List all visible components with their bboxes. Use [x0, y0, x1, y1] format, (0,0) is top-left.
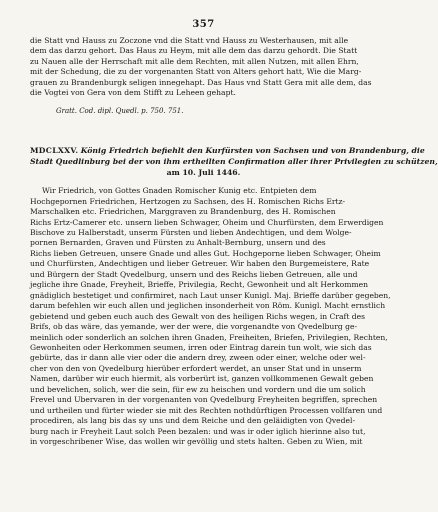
text-line: gebürte, das ir dann alle vier oder die andern drey, zween oder einer, welche oder wel-: [30, 353, 366, 363]
document-number: MDCLXXV.: [30, 146, 79, 156]
heading-summary-line: Stadt Quedlinburg bei der von ihm ertheilten Confirmation aller ihrer Privilegien zu schützen,: [30, 157, 438, 167]
text-line: Richs Ertz-Camerer etc. unsern lieben Schwager, Oheim und Churfürsten, dem Erwerdigen: [30, 217, 384, 227]
text-line: burg nach ir Freyheit Laut solch Peen bezalen: und was ir oder iglich hierinne also tut,: [30, 426, 366, 436]
text-line: die Statt vnd Hauss zu Zoczone vnd die Statt vnd Hauss zu Westerhausen, mit alle: [30, 36, 349, 45]
text-line: jegliche ihre Gnade, Freyheit, Brieffe, Privilegia, Recht, Gewonheit und alt Herkommen: [30, 280, 369, 290]
text-line: procediren, als lang bis das sy uns und dem Reiche und den geläidigten von Qvedel-: [30, 416, 356, 426]
text-line: meinlich oder sonderlich an solchen ihren Gnaden, Freiheiten, Briefen, Privilegien, Rechten,: [30, 332, 388, 342]
document-date: am 10. Juli 1446.: [166, 167, 241, 177]
text-line: und bevelichen, solich, wer die sein, für ew zu heischen und vordern und die um solich: [30, 384, 366, 394]
text-line: Wir Friedrich, von Gottes Gnaden Romischer Kunig etc. Entpieten dem: [42, 186, 317, 196]
text-line: Richs lieben Getreuen, unsere Gnade und alles Gut. Hochgeporne lieben Schwager, Oheim: [30, 248, 381, 258]
text-line: darum befehlen wir euch allen und jeglichen insonderheit von Röm. Kunigl. Macht ernstlich: [30, 301, 386, 311]
text-line: pornen Bernarden, Graven und Fürsten zu Anhalt-Bernburg, unsern und des: [30, 238, 326, 248]
text-line: Brifs, ob das wäre, das yemande, wer der were, die vorgenandte von Qvedelburg ge-: [30, 322, 358, 332]
previous-document-text: [30, 36, 377, 98]
page-number: 357: [192, 19, 215, 30]
text-line: dem das darzu gehort. Das Haus zu Heym, mit alle dem das darzu gehordt. Die Statt: [30, 46, 358, 56]
text-line: Namen, darüber wir euch hiermit, als vorberürt ist, ganzen vollkommenen Gewalt geben: [30, 374, 374, 384]
text-line: mit der Schedung, die zu der vorgenanten Statt von Alters gehort hatt, Wie die Marg-: [30, 67, 362, 77]
heading-summary-line: König Friedrich befiehlt den Kurfürsten von Sachsen und von Brandenburg, die: [80, 146, 425, 156]
text-line: und urtheilen und fürter wieder sie mit des Rechten nothdürftigen Processen vollfaren und: [30, 405, 383, 415]
text-line: Gewonheiten oder Herkommen seumen, irren oder Eintrag darein tun wolt, wie sich das: [30, 343, 372, 353]
text-line: cher von den von Qvedelburg hierüber erfordert werdet, an unser Stat und in unserm: [30, 363, 362, 373]
text-line: Marschalken etc. Friedrichen, Marggraven zu Brandenburg, des H. Romischen: [30, 207, 336, 217]
text-line: Hochgepornen Friedrichen, Hertzogen zu Sachsen, des H. Romischen Richs Ertz-: [30, 196, 346, 206]
text-line: in vorgeschribener Wise, das wollen wir gevöllig und stets halten. Geben zu Wien, mit: [30, 437, 363, 447]
text-line: und Bürgern der Stadt Qvedelburg, unsern und des Reichs lieben Getreuen, alle und: [30, 269, 358, 279]
text-line: Frevel und Ubervaren in der vorgenanten von Qvedelburg Freyheiten begriffen, sprechen: [30, 395, 378, 405]
text-line: Bischove zu Halberstadt, unserm Fürsten und lieben Andechtigen, und dem Wolge-: [30, 228, 352, 238]
text-line: gnädiglich bestetiget und confirmiret, nach Laut unser Kunigl. Maj. Brieffe darüber gegeben,: [30, 290, 391, 300]
text-line: grauen zu Brandenburgk seligen innegehapt. Das Haus vnd Statt Gera mit alle dem, das: [30, 77, 372, 87]
source-citation: Gratt. Cod. dipl. Quedl. p. 750. 751.: [56, 107, 184, 116]
text-line: gebietend und geben euch auch des Gewalt von des heiligen Richs wegen, in Craft des: [30, 311, 366, 321]
text-line: die Vogtei von Gera von dem Stifft zu Leheen gehapt.: [30, 88, 236, 98]
text-line: und Churfürsten, Andechtigen und lieber Getreuer. Wir haben den Burgemeistere, Rate: [30, 259, 370, 269]
document-heading: [30, 146, 438, 178]
text-line: zu Nauen alle der Herrschaft mit alle dem Rechten, mit allen Nutzen, mit allen Ehrn,: [30, 56, 359, 66]
document-body: [30, 186, 391, 447]
